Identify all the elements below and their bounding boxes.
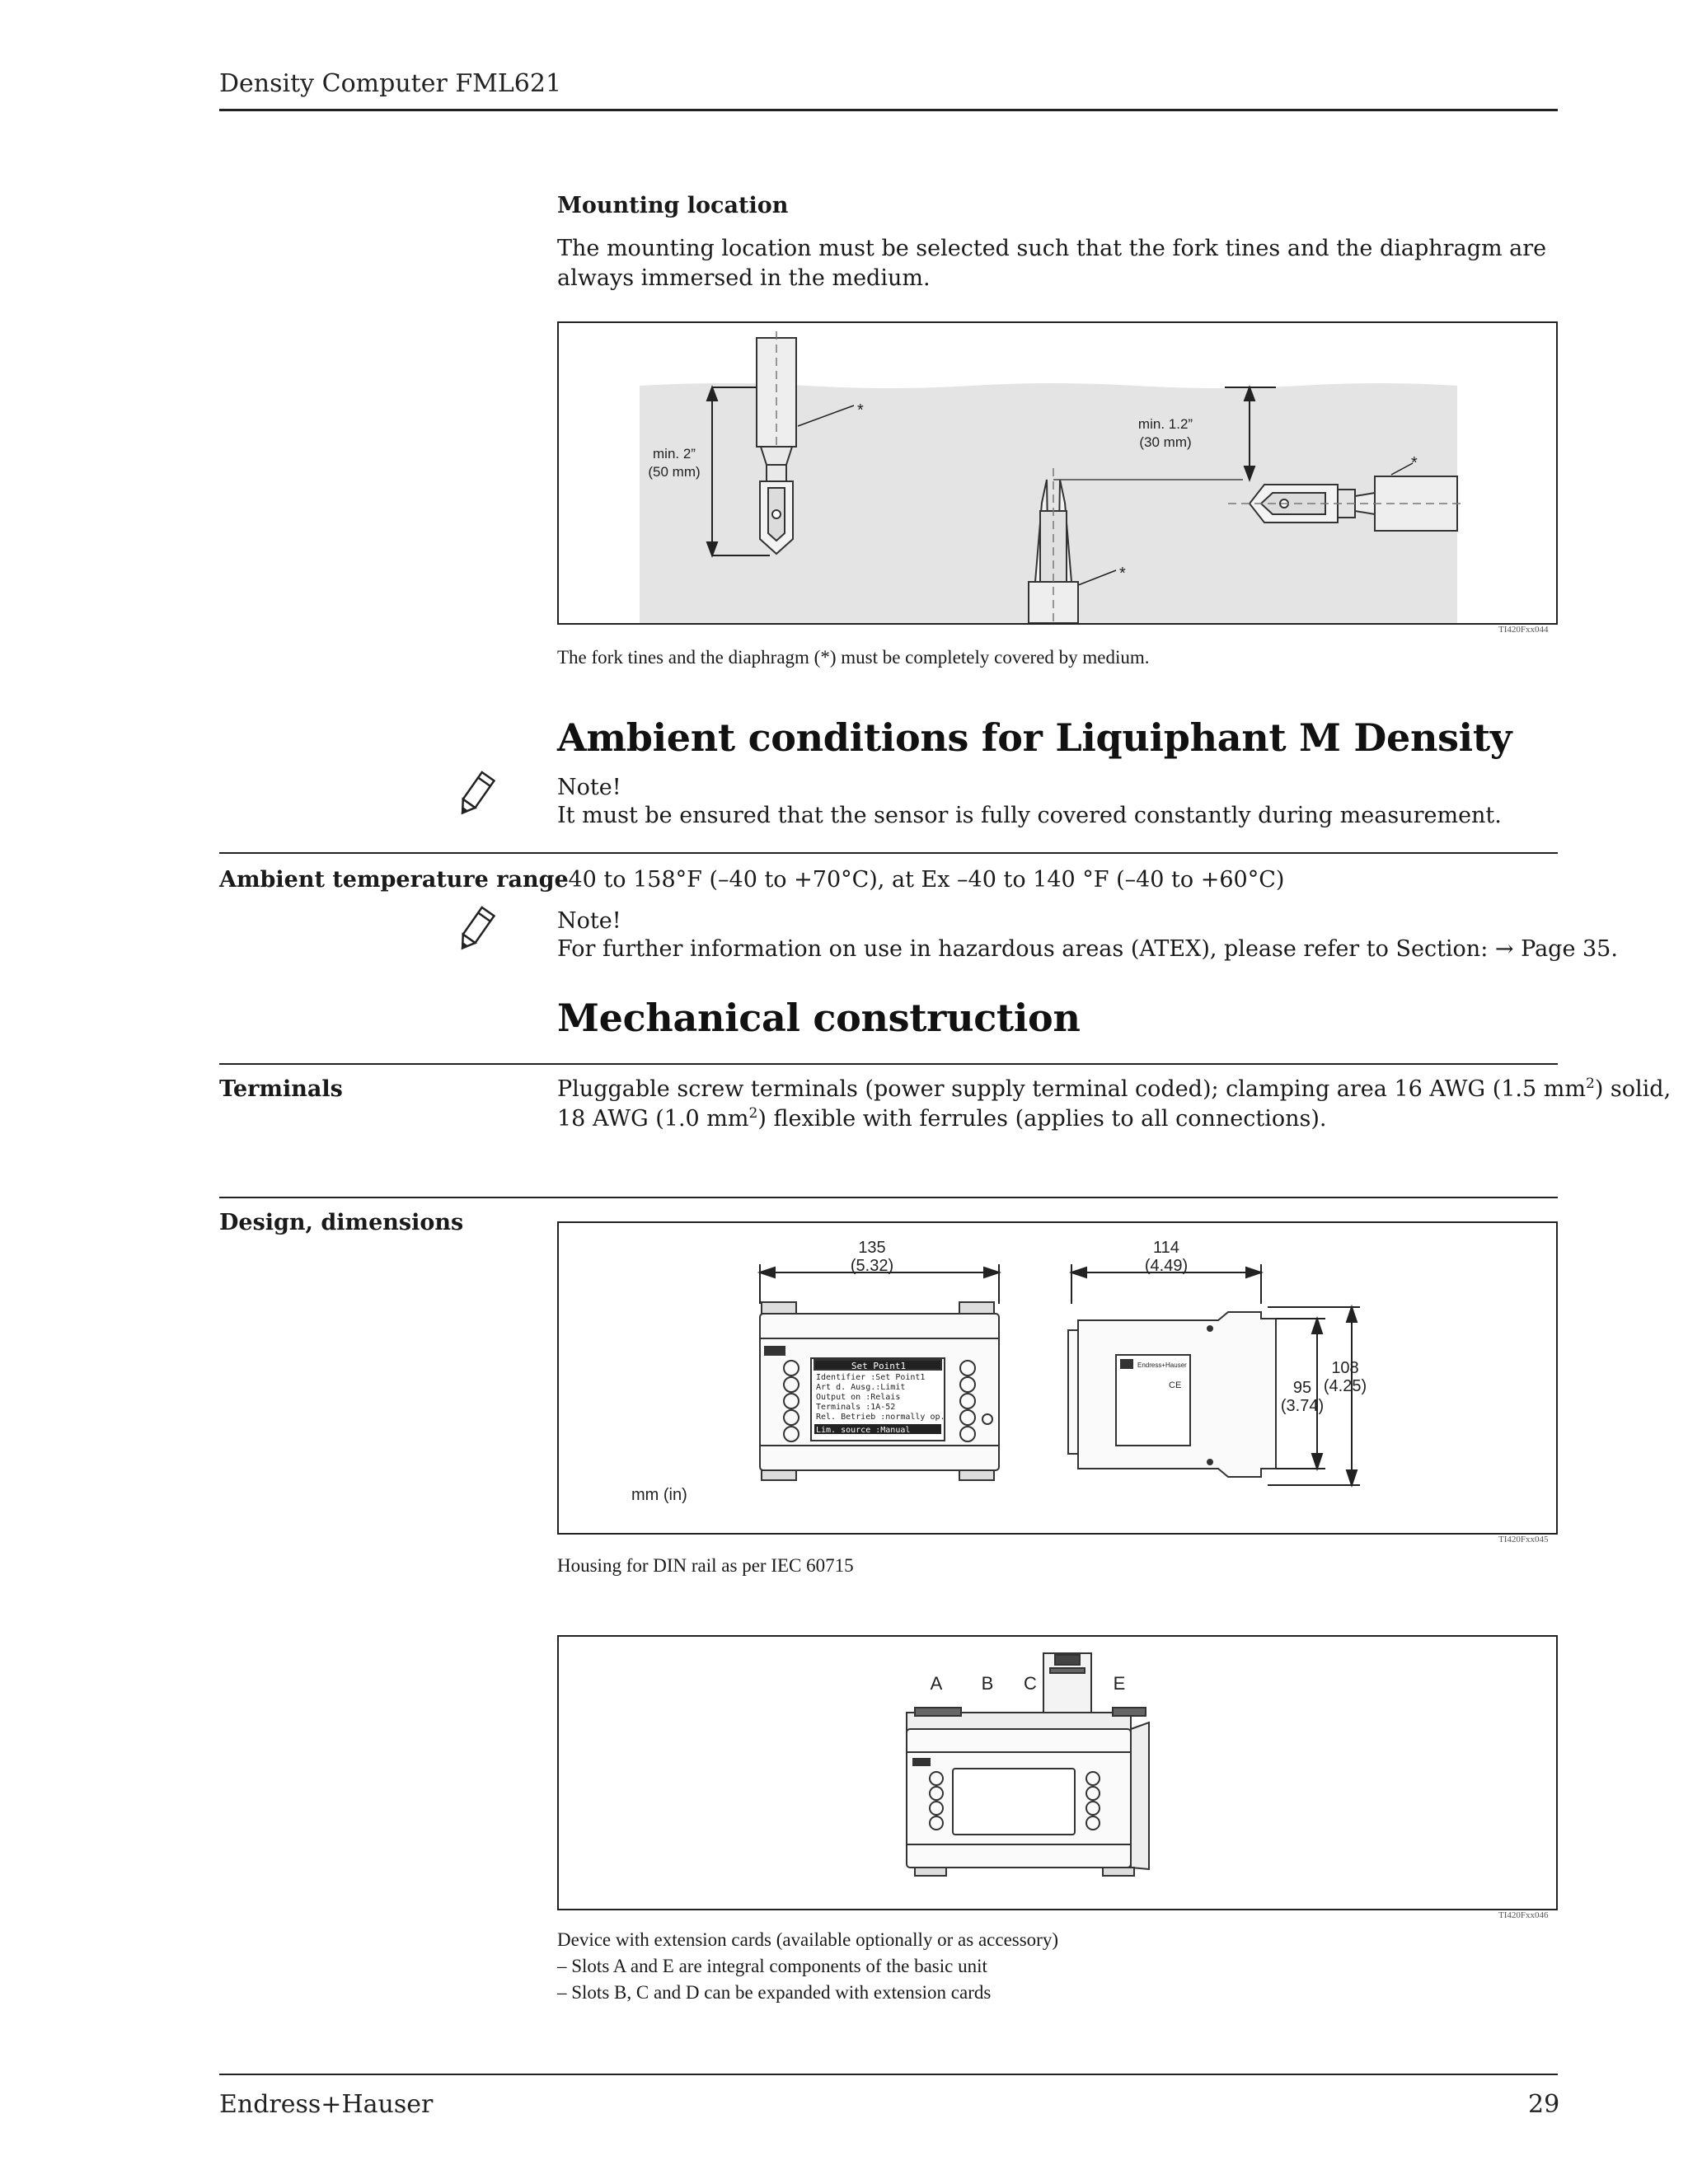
ce-mark: CE — [1169, 1380, 1182, 1390]
ambient-note2-pre: For further information on use in hazardous areas (ATEX), please refer to Section: — [557, 936, 1489, 962]
outer-height-in-label: (4.25) — [1323, 1377, 1367, 1395]
design-rule — [219, 1197, 1558, 1198]
note-pencil-icon — [452, 770, 501, 819]
extension-figure-id: TI420Fxx046 — [1498, 1910, 1549, 1920]
left-min-label: min. 2” — [653, 446, 696, 462]
slot-a-label: A — [930, 1673, 943, 1694]
mechanical-section-title: Mechanical construction — [557, 996, 1081, 1040]
ambient-note2-label: Note! — [557, 908, 621, 934]
terminals-line2 — [557, 1104, 1326, 1134]
slot-e-label: E — [1113, 1673, 1126, 1694]
terminals-line1-sup: 2 — [1585, 1076, 1595, 1092]
side-brand-label: Endress+Hauser — [1137, 1361, 1187, 1369]
extension-caption-line3: – Slots B, C and D can be expanded with extension cards — [557, 1982, 992, 2003]
footer-brand: Endress+Hauser — [219, 2090, 434, 2119]
extension-caption-line1: Device with extension cards (available optionally or as accessory) — [557, 1929, 1058, 1950]
mounting-diagram — [559, 323, 1556, 623]
dimensions-caption: Housing for DIN rail as per IEC 60715 — [557, 1555, 854, 1576]
ambient-temp-value: –40 to 158°F (–40 to +70°C), at Ex –40 to 140 °F (–40 to +60°C) — [557, 867, 1285, 893]
ambient-section-title: Ambient conditions for Liquiphant M Density — [557, 715, 1512, 760]
dimensions-diagram — [559, 1223, 1556, 1533]
side-view — [1068, 1312, 1276, 1477]
ambient-note2-text — [557, 935, 1618, 964]
width-label: 135 — [858, 1239, 886, 1257]
terminals-line2-end: ) flexible with ferrules (applies to all connections). — [757, 1106, 1327, 1132]
ambient-rule — [219, 852, 1558, 854]
page-header-title: Density Computer FML621 — [219, 69, 562, 98]
design-label: Design, dimensions — [219, 1210, 464, 1235]
mechanical-rule — [219, 1063, 1558, 1065]
display-line-3: Output on :Relais — [816, 1393, 901, 1402]
display-line-6: Lim. source :Manual — [816, 1426, 911, 1435]
extension-cards-diagram — [559, 1637, 1556, 1909]
terminals-label: Terminals — [219, 1076, 343, 1102]
depth-label: 114 — [1153, 1239, 1179, 1257]
header-rule — [219, 109, 1558, 111]
mounting-text: The mounting location must be selected such that the fork tines and the diaphragm are always immersed in the medium. — [557, 236, 1547, 291]
terminals-line1-end: ) solid, — [1594, 1076, 1672, 1102]
terminals-line1-text: Pluggable screw terminals (power supply terminal coded); clamping area 16 AWG (1.5 mm — [557, 1076, 1586, 1102]
ambient-temp-label: Ambient temperature range — [219, 867, 569, 893]
mounting-figure — [557, 321, 1558, 625]
display-line-5: Rel. Betrieb :normally op. — [816, 1413, 945, 1422]
width-in-label: (5.32) — [850, 1257, 894, 1275]
slot-b-label: B — [981, 1673, 994, 1694]
reference-arrow-icon: → — [1494, 936, 1514, 962]
inner-height-label: 95 — [1292, 1379, 1312, 1397]
terminals-line2-sup: 2 — [748, 1105, 758, 1122]
right-min-label: min. 1.2” — [1137, 416, 1193, 432]
ambient-note2-page-link[interactable]: Page 35. — [1521, 936, 1618, 962]
star-middle: * — [1119, 565, 1126, 583]
extension-caption-line2: – Slots A and E are integral components of the basic unit — [557, 1956, 987, 1976]
ambient-note-label: Note! — [557, 775, 621, 800]
footer-rule — [219, 2074, 1558, 2075]
page-number: 29 — [1528, 2090, 1560, 2119]
star-left: * — [857, 401, 864, 419]
terminals-line1 — [557, 1075, 1671, 1104]
dimensions-figure-id: TI420Fxx045 — [1498, 1535, 1549, 1544]
display-line-2: Art d. Ausg.:Limit — [816, 1383, 906, 1392]
display-line-1: Identifier :Set Point1 — [816, 1373, 926, 1382]
ambient-note-text: It must be ensured that the sensor is fully covered constantly during measurement. — [557, 803, 1502, 828]
units-label: mm (in) — [631, 1486, 687, 1504]
left-probe — [757, 331, 796, 554]
inner-height-in-label: (3.74) — [1280, 1397, 1325, 1415]
slot-c-label: C — [1024, 1673, 1037, 1694]
depth-in-label: (4.49) — [1144, 1257, 1189, 1275]
terminals-line2-text: 18 AWG (1.0 mm — [557, 1106, 749, 1132]
note-pencil-icon — [452, 905, 501, 954]
mounting-heading: Mounting location — [557, 193, 789, 218]
outer-height-label: 108 — [1331, 1359, 1359, 1377]
left-min-mm-label: (50 mm) — [648, 464, 701, 480]
right-min-mm-label: (30 mm) — [1139, 434, 1192, 450]
dimensions-figure — [557, 1221, 1558, 1535]
extension-cards-figure — [557, 1635, 1558, 1910]
star-right: * — [1411, 454, 1418, 472]
mounting-caption: The fork tines and the diaphragm (*) must be completely covered by medium. — [557, 647, 1150, 668]
display-title: Set Point1 — [851, 1361, 907, 1371]
display-line-4: Terminals :1A-52 — [816, 1403, 896, 1412]
mounting-figure-id: TI420Fxx044 — [1498, 625, 1549, 635]
